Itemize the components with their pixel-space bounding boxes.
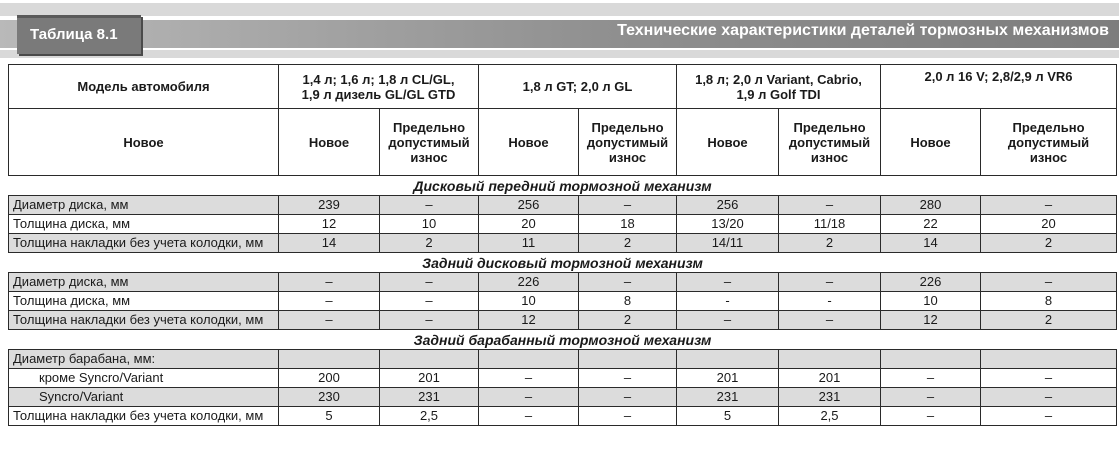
value-cell: 14/11 — [677, 234, 779, 253]
value-cell: 2 — [779, 234, 881, 253]
model-header: Модель автомобиля — [9, 65, 279, 109]
value-cell: – — [881, 388, 981, 407]
value-cell — [881, 350, 981, 369]
value-cell: – — [779, 311, 881, 330]
value-cell: - — [677, 292, 779, 311]
value-cell: 280 — [881, 196, 981, 215]
section-title: Задний дисковый тормозной механизм — [9, 253, 1117, 273]
value-cell: 14 — [881, 234, 981, 253]
value-cell: 200 — [279, 369, 380, 388]
group-header-line: 1,9 л Golf TDI — [736, 86, 821, 102]
value-cell: 10 — [380, 215, 479, 234]
table-row — [9, 215, 1117, 234]
value-cell: – — [981, 369, 1117, 388]
value-cell: 5 — [279, 407, 380, 426]
row-label: кроме Syncro/Variant — [9, 369, 279, 388]
section-title: Задний барабанный тормозной механизм — [9, 330, 1117, 350]
value-cell: 201 — [677, 369, 779, 388]
value-cell: 11/18 — [779, 215, 881, 234]
value-cell: – — [677, 273, 779, 292]
value-cell: 12 — [881, 311, 981, 330]
value-cell — [479, 350, 579, 369]
value-cell: 10 — [881, 292, 981, 311]
value-cell: – — [479, 388, 579, 407]
value-cell: 226 — [881, 273, 981, 292]
value-cell: 12 — [479, 311, 579, 330]
subheader-limit — [579, 109, 677, 176]
subheader-new: Новое — [479, 109, 579, 176]
group-header — [279, 65, 479, 109]
value-cell: – — [479, 369, 579, 388]
value-cell: – — [779, 273, 881, 292]
value-cell: 256 — [677, 196, 779, 215]
row-label: Толщина накладки без учета колодки, мм — [9, 407, 279, 426]
value-cell: 8 — [981, 292, 1117, 311]
row-label: Диаметр барабана, мм: — [9, 350, 279, 369]
value-cell: – — [579, 196, 677, 215]
value-cell: – — [981, 273, 1117, 292]
value-cell: 10 — [479, 292, 579, 311]
header-row-sub — [9, 109, 1117, 176]
value-cell — [981, 350, 1117, 369]
value-cell: 20 — [479, 215, 579, 234]
value-cell: 226 — [479, 273, 579, 292]
value-cell: 5 — [677, 407, 779, 426]
value-cell: 201 — [380, 369, 479, 388]
table-row — [9, 292, 1117, 311]
subheader-limit — [380, 109, 479, 176]
value-cell: – — [881, 407, 981, 426]
value-cell: – — [981, 407, 1117, 426]
value-cell: – — [677, 311, 779, 330]
table-title: Технические характеристики деталей тормозных механизмов — [617, 22, 1109, 39]
table-body — [9, 176, 1117, 426]
row-label: Толщина накладки без учета колодки, мм — [9, 311, 279, 330]
value-cell — [380, 350, 479, 369]
value-cell: 239 — [279, 196, 380, 215]
value-cell: 12 — [279, 215, 380, 234]
table-row — [9, 273, 1117, 292]
specs-table — [8, 64, 1117, 426]
value-cell: – — [380, 273, 479, 292]
value-cell: – — [579, 273, 677, 292]
header-bar-bottom — [0, 50, 1119, 58]
group-header-line: 1,8 л; 2,0 л Variant, Cabrio, — [695, 71, 862, 87]
subheader-limit-line: допустимый — [788, 134, 871, 150]
subheader-limit — [779, 109, 881, 176]
table-label: Таблица 8.1 — [30, 26, 118, 43]
value-cell: 11 — [479, 234, 579, 253]
subheader-limit-line: допустимый — [586, 134, 669, 150]
value-cell: – — [579, 388, 677, 407]
table-row — [9, 388, 1117, 407]
section-row — [9, 253, 1117, 273]
subheader-limit-line: износ — [810, 149, 849, 165]
table-row — [9, 196, 1117, 215]
value-cell: 231 — [779, 388, 881, 407]
value-cell — [579, 350, 677, 369]
section-row — [9, 330, 1117, 350]
subheader-limit-line: Предельно — [793, 119, 866, 135]
table-header — [0, 0, 1119, 62]
value-cell: – — [881, 369, 981, 388]
table-row — [9, 350, 1117, 369]
value-cell — [279, 350, 380, 369]
value-cell: – — [779, 196, 881, 215]
value-cell: 2 — [579, 234, 677, 253]
value-cell: 8 — [579, 292, 677, 311]
subheader-limit-line: Предельно — [591, 119, 664, 135]
value-cell: 22 — [881, 215, 981, 234]
value-cell: - — [779, 292, 881, 311]
group-header-line: 1,9 л дизель GL/GL GTD — [301, 86, 456, 102]
section-title: Дисковый передний тормозной механизм — [9, 176, 1117, 196]
value-cell: 231 — [677, 388, 779, 407]
row-label: Толщина диска, мм — [9, 292, 279, 311]
subheader-new: Новое — [279, 109, 380, 176]
value-cell: – — [380, 196, 479, 215]
subheader-new: Новое — [881, 109, 981, 176]
subheader-limit-line: допустимый — [388, 134, 470, 150]
row-label: Толщина диска, мм — [9, 215, 279, 234]
table-label-tab — [17, 15, 141, 54]
row-label: Диаметр диска, мм — [9, 196, 279, 215]
group-header-line: 1,4 л; 1,6 л; 1,8 л CL/GL, — [302, 71, 455, 87]
row-label: Syncro/Variant — [9, 388, 279, 407]
value-cell: – — [981, 196, 1117, 215]
subheader-first: Новое — [9, 109, 279, 176]
group-header-line: 1,8 л GT; 2,0 л GL — [522, 79, 633, 94]
subheader-limit-line: износ — [1029, 149, 1068, 165]
value-cell: 20 — [981, 215, 1117, 234]
table-row — [9, 311, 1117, 330]
table-row — [9, 234, 1117, 253]
value-cell: 201 — [779, 369, 881, 388]
subheader-limit — [981, 109, 1117, 176]
value-cell: – — [981, 388, 1117, 407]
table-row — [9, 407, 1117, 426]
value-cell: 14 — [279, 234, 380, 253]
row-label: Толщина накладки без учета колодки, мм — [9, 234, 279, 253]
value-cell: – — [279, 292, 380, 311]
value-cell: 256 — [479, 196, 579, 215]
value-cell: 2 — [579, 311, 677, 330]
header-row-models — [9, 65, 1117, 109]
value-cell: – — [579, 407, 677, 426]
value-cell: 2,5 — [779, 407, 881, 426]
value-cell — [779, 350, 881, 369]
value-cell: – — [279, 273, 380, 292]
subheader-limit-line: износ — [608, 149, 647, 165]
group-header-line: 2,0 л 16 V; 2,8/2,9 л VR6 — [924, 69, 1073, 84]
subheader-limit-line: износ — [410, 149, 448, 165]
value-cell: 13/20 — [677, 215, 779, 234]
value-cell: – — [380, 292, 479, 311]
value-cell: 18 — [579, 215, 677, 234]
subheader-limit-line: Предельно — [1012, 119, 1085, 135]
group-header — [677, 65, 881, 109]
row-label: Диаметр диска, мм — [9, 273, 279, 292]
group-header — [881, 65, 1117, 109]
subheader-limit-line: Предельно — [392, 119, 466, 135]
value-cell: – — [380, 311, 479, 330]
table-row — [9, 369, 1117, 388]
value-cell: – — [279, 311, 380, 330]
value-cell: 2,5 — [380, 407, 479, 426]
value-cell: 2 — [380, 234, 479, 253]
section-row — [9, 176, 1117, 196]
value-cell: 231 — [380, 388, 479, 407]
subheader-limit-line: допустимый — [1007, 134, 1090, 150]
subheader-new: Новое — [677, 109, 779, 176]
header-bar-top — [0, 3, 1119, 16]
value-cell: – — [479, 407, 579, 426]
value-cell: 2 — [981, 234, 1117, 253]
group-header — [479, 65, 677, 109]
value-cell: – — [579, 369, 677, 388]
value-cell: 2 — [981, 311, 1117, 330]
value-cell — [677, 350, 779, 369]
value-cell: 230 — [279, 388, 380, 407]
